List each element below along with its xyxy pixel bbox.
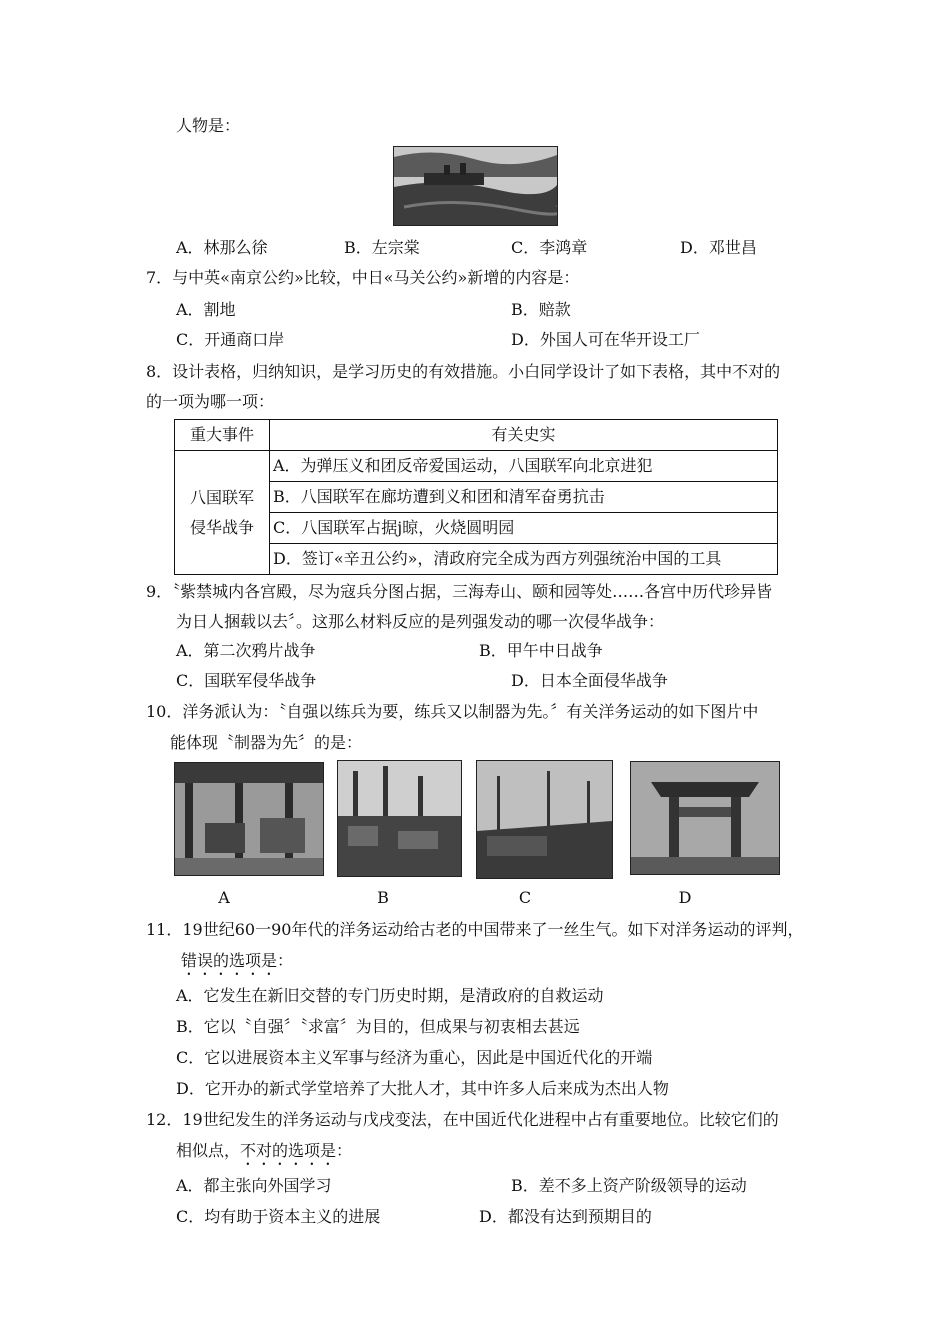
photo-label-c: C	[518, 888, 532, 907]
q11-stem-line1: 11．19世纪60一90年代的洋务运动给古老的中国带来了一丝生气。如下对洋务运动的评判，	[146, 920, 804, 939]
ship-dock-photo	[476, 760, 613, 879]
table-row: A．为弹压义和团反帝爱国运动，八国联军向北京进犯	[270, 451, 778, 482]
q9-option-c: C．国联军侵华战争	[176, 671, 317, 690]
q7-option-d: D．外国人可在华开设工厂	[511, 330, 700, 349]
q12-emphasis: 不对的	[240, 1141, 289, 1160]
q11-option-c: C．它以进展资本主义军事与经济为重心，因此是中国近代化的开端	[176, 1048, 653, 1067]
q10-stem-line2: 能体现〝制器为先〞的是：	[170, 733, 363, 752]
q9-option-b: B．甲午中日战争	[479, 641, 603, 660]
q6-option-d: D．邓世昌	[680, 238, 757, 257]
q12-stem-pre: 相似点，	[176, 1141, 241, 1160]
table-header-facts: 有关史实	[270, 420, 778, 451]
q11-stem-rest: 的选项是：	[213, 951, 294, 970]
q7-option-a: A．割地	[176, 300, 236, 319]
factory-interior-photo	[174, 762, 324, 876]
q6-option-a: A．林那么徐	[176, 238, 268, 257]
photo-label-a: A	[218, 888, 230, 907]
table-row: B．八国联军在廊坊遭到义和团和清军奋勇抗击	[270, 482, 778, 513]
table-row: D．签订«辛丑公约»，清政府完全成为西方列强统治中国的工具	[270, 544, 778, 575]
gate-building-photo	[630, 761, 780, 875]
warship-photo	[393, 146, 558, 226]
q9-stem-line2: 为日人捆载以去〞。这那么材料反应的是列强发动的哪一次侵华战争：	[176, 612, 665, 631]
q8-stem-line2: 的一项为哪一项：	[146, 392, 275, 411]
q12-option-d: D．都没有达到预期目的	[479, 1207, 652, 1226]
q8-stem-line1: 8．设计表格，归纳知识，是学习历史的有效措施。小白同学设计了如下表格，其中不对的	[146, 362, 781, 381]
event-line1: 八国联军	[189, 487, 254, 507]
photo-label-d: D	[678, 888, 692, 907]
q9-stem-line1: 9．〝紫禁城内各宫殿，尽为寇兵分图占据，三海寿山、颐和园等处……各宫中历代珍异皆	[146, 582, 773, 601]
q11-option-d: D．它开办的新式学堂培养了大批人才，其中许多人后来成为杰出人物	[176, 1079, 669, 1098]
q9-option-a: A．第二次鸦片战争	[176, 641, 316, 660]
q9-option-d: D．日本全面侵华战争	[511, 671, 668, 690]
q11-option-a: A．它发生在新旧交替的专门历史时期，是清政府的自救运动	[176, 986, 604, 1005]
industrial-plant-photo	[337, 760, 462, 877]
table-header-event: 重大事件	[175, 420, 270, 451]
q12-stem-line2	[176, 1141, 352, 1169]
q11-emphasis: 错误	[181, 951, 214, 970]
q12-stem-rest: 选项是：	[288, 1141, 353, 1160]
q6-option-b: B．左宗棠	[344, 238, 420, 257]
q7-option-c: C．开通商口岸	[176, 330, 285, 349]
q7-option-b: B．赔款	[511, 300, 571, 319]
q11-option-b: B．它以〝自强〞〝求富〞为目的，但成果与初衷相去甚远	[176, 1017, 580, 1036]
q12-option-a: A．都主张向外国学习	[176, 1176, 332, 1195]
q7-stem: 7．与中英«南京公约»比较，中日«马关公约»新增的内容是：	[146, 268, 580, 287]
event-line2: 侵华战争	[189, 517, 254, 537]
q12-option-c: C．均有助于资本主义的进展	[176, 1207, 381, 1226]
q8-table	[174, 419, 778, 575]
photo-label-b: B	[377, 888, 389, 907]
table-row: C．八国联军占据j晾，火烧圆明园	[270, 513, 778, 544]
q6-stem-tail: 人物是：	[176, 116, 241, 135]
q12-option-b: B．差不多上资产阶级领导的运动	[511, 1176, 747, 1195]
q12-stem-line1: 12．19世纪发生的洋务运动与戊戌变法，在中国近代化进程中占有重要地位。比较它们的	[146, 1110, 779, 1129]
q6-option-c: C．李鸿章	[511, 238, 588, 257]
q11-stem-line2	[181, 951, 293, 979]
q10-stem-line1: 10．洋务派认为：〝自强以练兵为要，练兵又以制器为先。〞有关洋务运动的如下图片中	[146, 702, 759, 721]
table-event-cell	[175, 451, 270, 575]
